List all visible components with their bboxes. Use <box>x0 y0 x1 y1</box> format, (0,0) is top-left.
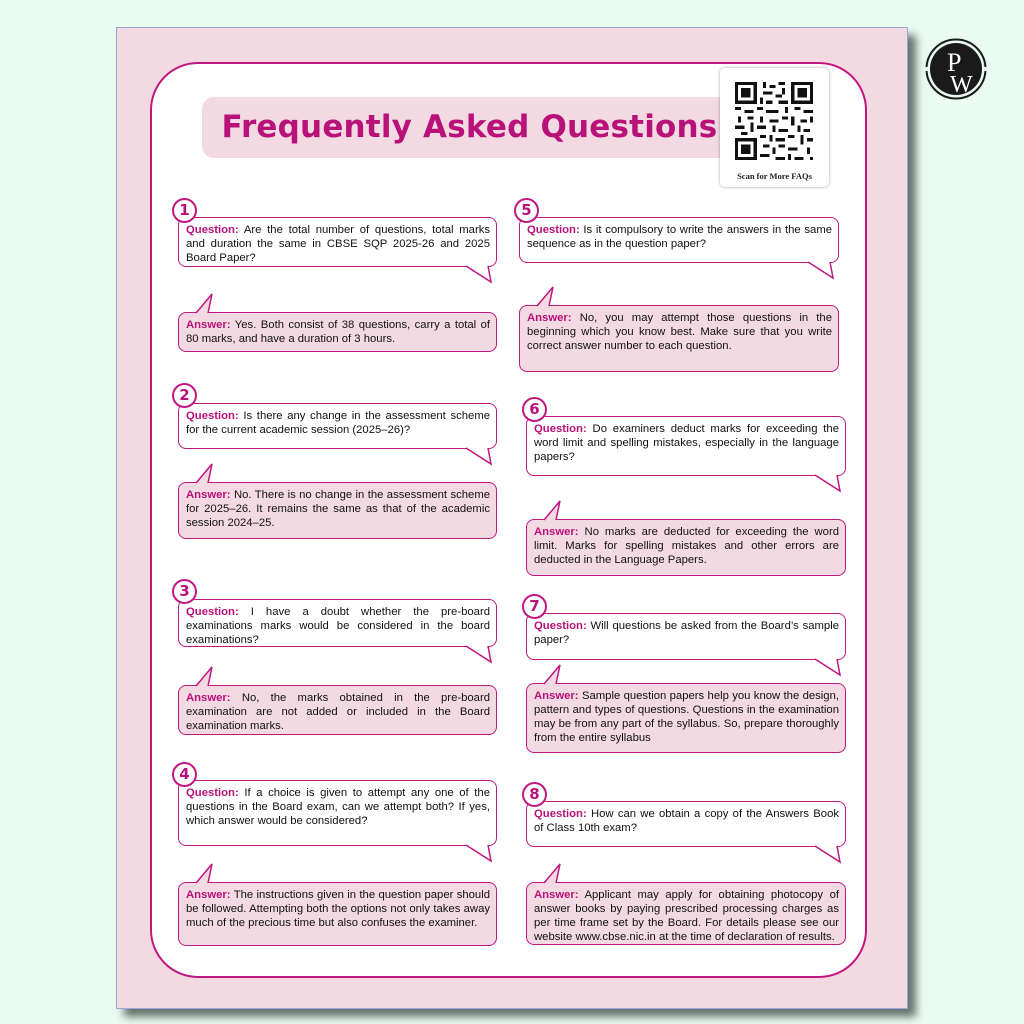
faq-number-badge: 7 <box>522 594 547 619</box>
answer-label: Answer: <box>534 526 579 538</box>
answer-text: Sample question papers help you know the design, pattern and types of questions. Questions in the examination may be from any part of the syllabus. So, prepare thoroughly from the entire syllabus <box>534 690 840 744</box>
question-bubble-5 <box>519 217 839 263</box>
question-label: Question: <box>534 423 587 435</box>
answer-bubble-5 <box>519 305 839 372</box>
answer-bubble-7 <box>526 683 846 753</box>
answer-text: No, the marks obtained in the pre-board examination are not added or included in the Board examination marks. <box>186 692 491 732</box>
question-label: Question: <box>186 410 239 422</box>
question-label: Question: <box>534 620 587 632</box>
question-label: Question: <box>527 224 580 236</box>
speech-tail-icon <box>533 287 563 307</box>
question-bubble-7 <box>526 613 846 660</box>
answer-label: Answer: <box>186 692 231 704</box>
answer-label: Answer: <box>527 312 572 324</box>
speech-tail-icon <box>808 260 838 280</box>
speech-tail-icon <box>192 864 222 884</box>
question-label: Question: <box>186 787 239 799</box>
faq-number-badge: 3 <box>172 579 197 604</box>
question-text: Will questions be asked from the Board’s sample paper? <box>534 620 839 646</box>
question-bubble-3 <box>178 599 497 647</box>
faq-number-badge: 4 <box>172 762 197 787</box>
qr-code-card[interactable] <box>720 68 829 187</box>
question-bubble-8 <box>526 801 846 847</box>
answer-bubble-4 <box>178 882 497 946</box>
speech-tail-icon <box>192 667 222 687</box>
question-label: Question: <box>186 606 239 618</box>
question-text: Is there any change in the assessment scheme for the current academic session (2025–26)? <box>186 410 491 436</box>
answer-bubble-1 <box>178 312 497 352</box>
faq-number-badge: 5 <box>514 198 539 223</box>
question-bubble-1 <box>178 217 497 267</box>
question-text: Is it compulsory to write the answers in the same sequence as in the question paper? <box>527 224 833 250</box>
speech-tail-icon <box>540 864 570 884</box>
speech-tail-icon <box>815 473 845 493</box>
speech-tail-icon <box>466 446 496 466</box>
page-title: Frequently Asked Questions <box>221 109 718 145</box>
speech-tail-icon <box>466 264 496 284</box>
question-bubble-6 <box>526 416 846 476</box>
pw-logo-icon <box>925 38 987 100</box>
pw-logo <box>925 38 987 100</box>
answer-label: Answer: <box>186 889 231 901</box>
faq-number-badge: 6 <box>522 397 547 422</box>
answer-text: The instructions given in the question paper should be followed. Attempting both the options not only takes away much of the precious time but also confuses the examiner. <box>186 889 490 929</box>
question-text: If a choice is given to attempt any one of the questions in the Board exam, can we attempt both? If yes, which answer would be considered? <box>186 787 490 827</box>
speech-tail-icon <box>192 464 222 484</box>
answer-text: Yes. Both consist of 38 questions, carry a total of 80 marks, and have a duration of 3 hours. <box>186 319 491 345</box>
question-label: Question: <box>534 808 587 820</box>
answer-label: Answer: <box>534 889 579 901</box>
question-text: How can we obtain a copy of the Answers Book of Class 10th exam? <box>534 808 840 834</box>
faq-number-badge: 2 <box>172 383 197 408</box>
qr-caption: Scan for More FAQs <box>737 171 812 181</box>
answer-label: Answer: <box>186 319 231 331</box>
answer-text: No marks are deducted for exceeding the word limit. Marks for spelling mistakes and other errors are deducted in the Language Papers. <box>534 526 840 566</box>
answer-text: No. There is no change in the assessment scheme for 2025–26. It remains the same as that of the academic session 2024–25. <box>186 489 491 529</box>
svg-text:W: W <box>950 72 973 98</box>
faq-number-badge: 8 <box>522 782 547 807</box>
faq-number-badge: 1 <box>172 198 197 223</box>
speech-tail-icon <box>815 657 845 677</box>
question-text: Are the total number of questions, total marks and duration the same in CBSE SQP 2025-26 and 2025 Board Paper? <box>186 224 491 264</box>
svg-text:P: P <box>947 48 962 77</box>
speech-tail-icon <box>540 501 570 521</box>
question-text: Do examiners deduct marks for exceeding the word limit and spelling mistakes, especially in the language papers? <box>534 423 839 463</box>
speech-tail-icon <box>466 644 496 664</box>
question-bubble-4 <box>178 780 497 846</box>
question-text: I have a doubt whether the pre-board examinations marks would be considered in the board examinations? <box>186 606 490 646</box>
answer-bubble-6 <box>526 519 846 576</box>
answer-label: Answer: <box>534 690 579 702</box>
answer-text: No, you may attempt those questions in the beginning which you know best. Make sure that you write correct answer number to each question. <box>527 312 832 352</box>
speech-tail-icon <box>540 665 570 685</box>
question-bubble-2 <box>178 403 497 449</box>
question-label: Question: <box>186 224 239 236</box>
answer-bubble-8 <box>526 882 846 945</box>
speech-tail-icon <box>466 843 496 863</box>
speech-tail-icon <box>815 844 845 864</box>
answer-text: Applicant may apply for obtaining photocopy of answer books by paying prescribed processing charges as per time frame set by the Board. For details please see our website www.cbse.nic.in at the time of declaration of results. <box>534 889 840 943</box>
answer-label: Answer: <box>186 489 231 501</box>
qr-code-icon <box>735 82 813 160</box>
answer-bubble-2 <box>178 482 497 539</box>
speech-tail-icon <box>192 294 222 314</box>
answer-bubble-3 <box>178 685 497 735</box>
